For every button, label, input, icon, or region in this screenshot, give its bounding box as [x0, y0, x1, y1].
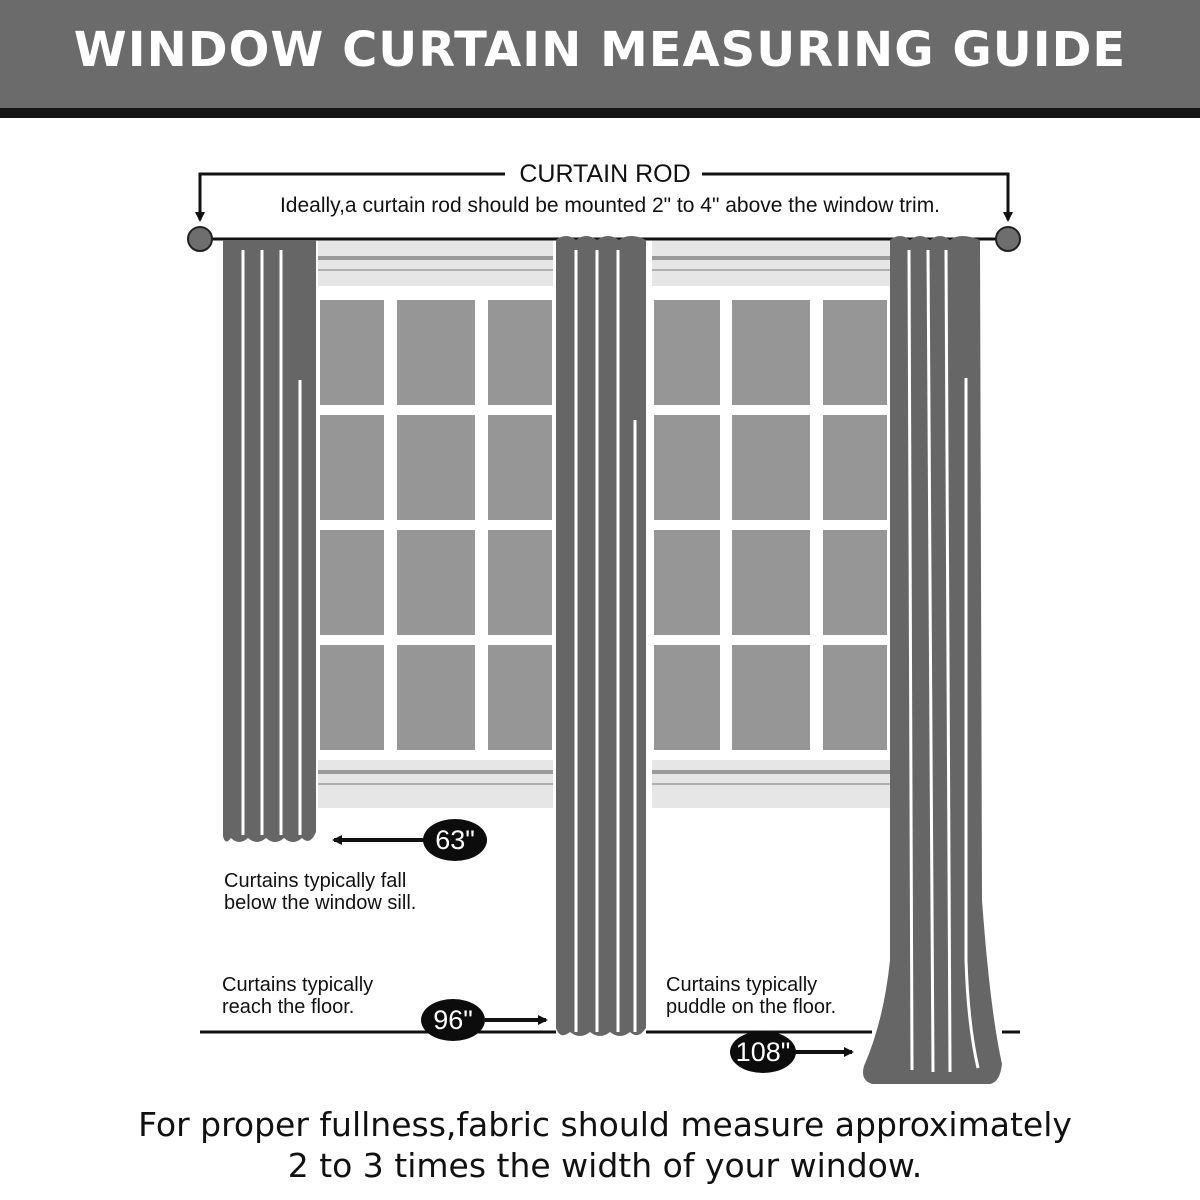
window-pane-left-1-3	[488, 300, 552, 405]
window-panes-right	[654, 300, 887, 750]
curtain-left-panel	[223, 240, 316, 842]
window-pane-right-1-2	[732, 300, 810, 405]
rod-finial-left	[188, 227, 212, 251]
note-96: Curtains typically reach the floor.	[222, 974, 374, 1018]
window-top-trim-left	[318, 240, 553, 286]
window-pane-left-1-2	[397, 300, 475, 405]
window-pane-right-2-3	[823, 415, 887, 520]
window-pane-right-4-1	[654, 645, 720, 750]
window-pane-left-2-1	[320, 415, 384, 520]
curtain-rod-label: CURTAIN ROD	[519, 160, 691, 188]
note-63: Curtains typically fall below the window sill.	[224, 870, 417, 914]
window-pane-left-3-2	[397, 530, 475, 635]
window-pane-right-2-1	[654, 415, 720, 520]
window-pane-right-4-3	[823, 645, 887, 750]
window-pane-right-4-2	[732, 645, 810, 750]
window-pane-right-3-1	[654, 530, 720, 635]
window-pane-right-3-2	[732, 530, 810, 635]
note-108: Curtains typically puddle on the floor.	[666, 974, 837, 1018]
page-title: WINDOW CURTAIN MEASURING GUIDE	[73, 22, 1127, 78]
window-pane-left-3-3	[488, 530, 552, 635]
window-panes-left	[320, 300, 552, 750]
curtain-rod-note: Ideally,a curtain rod should be mounted 2" to 4" above the window trim.	[279, 194, 941, 217]
length-badge-108: 108"	[730, 1031, 796, 1073]
window-pane-left-2-3	[488, 415, 552, 520]
window-pane-left-2-2	[397, 415, 475, 520]
window-pane-right-3-3	[823, 530, 887, 635]
window-pane-left-4-3	[488, 645, 552, 750]
window-pane-right-1-1	[654, 300, 720, 405]
window-pane-right-2-2	[732, 415, 810, 520]
length-badge-96: 96"	[421, 999, 485, 1041]
rod-finial-right	[996, 227, 1020, 251]
window-pane-left-3-1	[320, 530, 384, 635]
window-pane-right-1-3	[823, 300, 887, 405]
curtain-center-panel	[556, 236, 646, 1036]
window-pane-left-4-1	[320, 645, 384, 750]
window-pane-left-4-2	[397, 645, 475, 750]
footer-note: For proper fullness,fabric should measure approximately 2 to 3 times the width of your window.	[138, 1105, 1072, 1185]
window-top-trim-right	[652, 240, 892, 286]
window-pane-left-1-1	[320, 300, 384, 405]
length-badge-63: 63"	[423, 819, 487, 861]
